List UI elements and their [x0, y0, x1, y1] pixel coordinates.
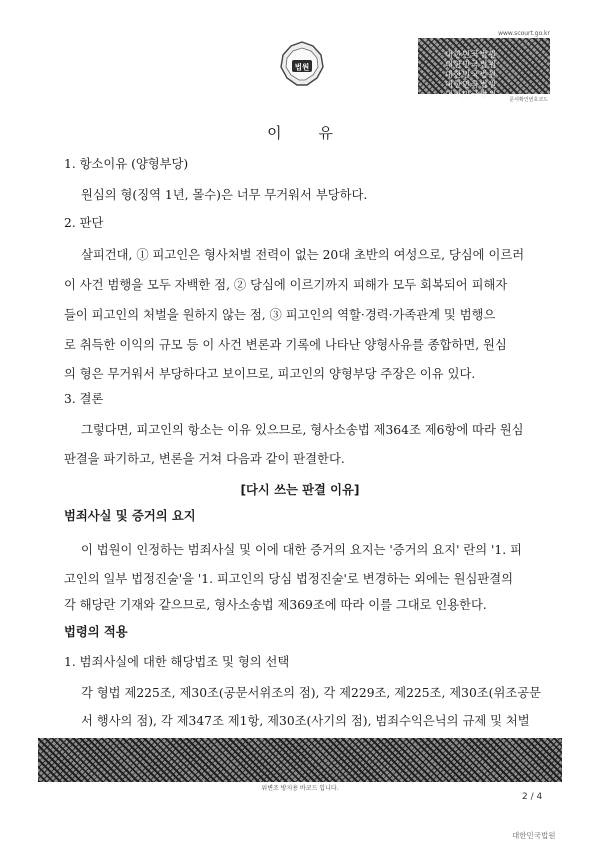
page-number: 2 / 4: [522, 792, 543, 802]
section-heading: 3. 결론: [64, 392, 104, 406]
paragraph-line: 이 사건 범행을 모두 자백한 점, ② 당심에 이르기까지 피해가 모두 회복되어 피해자: [64, 278, 508, 292]
section-heading: 2. 판단: [64, 216, 104, 230]
paragraph-line: 서 행사의 점), 각 제347조 제1항, 제30조(사기의 점), 범죄수익은닉의 규제 및 처벌: [81, 714, 530, 728]
paragraph-line: 이 법원이 인정하는 범죄사실 및 이에 대한 증거의 요지는 '증거의 요지' 란의 '1. 피: [81, 543, 522, 557]
verification-watermark: 대한민국법원 대한민국법원 대한민국법원 대한민국법원 대한민국법원: [444, 50, 498, 99]
paragraph-line: 들이 피고인의 처벌을 원하지 않는 점, ③ 피고인의 역할·경력·가족관계 및 범행으: [64, 308, 496, 322]
court-emblem-logo: [279, 40, 325, 88]
verification-code-block: [418, 28, 550, 103]
emblem-label: 법원: [294, 62, 310, 72]
section-heading: 1. 항소이유 (양형부당): [64, 157, 189, 171]
law-heading: 법령의 적용: [64, 625, 128, 639]
anti-forgery-barcode: [38, 738, 562, 782]
paragraph-line: 그렇다면, 피고인의 항소는 이유 있으므로, 형사소송법 제364조 제6항에 따라 원심: [81, 423, 524, 437]
paragraph-line: 로 취득한 이익의 규모 등 이 사건 변론과 기록에 나타난 양형사유를 종합하면, 원심: [64, 338, 507, 352]
paragraph-line: 각 해당란 기재와 같으므로, 형사소송법 제369조에 따라 이를 그대로 인용한다.: [64, 598, 487, 612]
paragraph-line: 의 형은 무거워서 부당하다고 보이므로, 피고인의 양형부당 주장은 이유 있다.: [64, 367, 476, 381]
paragraph-line: 각 형법 제225조, 제30조(공문서위조의 점), 각 제229조, 제225조, 제30조(위조공문: [81, 686, 541, 700]
document-title: 이 유: [267, 124, 333, 142]
barcode-notice: 위변조 방지용 바코드 입니다.: [261, 785, 339, 792]
verification-url: www.scourt.go.kr: [498, 30, 550, 37]
law-sub-heading: 1. 범죄사실에 대한 해당법조 및 형의 선택: [64, 655, 290, 669]
rewrite-title: [다시 쓰는 판결 이유]: [240, 483, 360, 497]
paragraph-line: 살피건대, ① 피고인은 형사처벌 전력이 없는 20대 초반의 여성으로, 당심에 이르러: [81, 248, 525, 262]
paragraph-line: 고인의 일부 법정진술'을 '1. 피고인의 당심 법정진술'로 변경하는 외에는 원심판결의: [64, 572, 514, 586]
verification-caption: 문서확인번호코드: [509, 97, 548, 103]
facts-heading: 범죄사실 및 증거의 요지: [64, 509, 196, 523]
paragraph-line: 원심의 형(징역 1년, 몰수)은 너무 무거워서 부당하다.: [81, 188, 368, 202]
paragraph-line: 판결을 파기하고, 변론을 거쳐 다음과 같이 판결한다.: [64, 452, 345, 466]
court-footer-label: 대한민국법원: [512, 831, 556, 840]
verification-pattern: [418, 38, 550, 99]
